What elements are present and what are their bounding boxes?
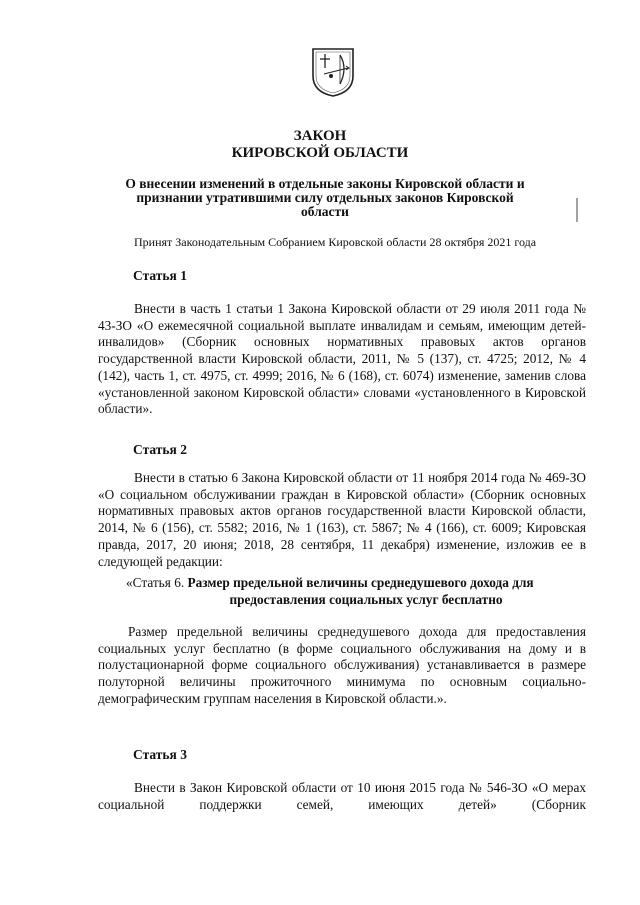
margin-mark-icon [574,196,580,226]
article-1-heading: Статья 1 [133,268,187,283]
article-1-text: Внести в часть 1 статьи 1 Закона Кировской области от 29 июля 2011 года № 43-ЗО «О ежемесячной социальной выплате инвалидам и семьям, имеющим детей-инвалидов» (Сборник основных нормативных правовых актов органов государственной власти Кировской области, 2011, № 5 (137), ст. 4725; 2012, № 4 (142), часть 1, ст. 4975, ст. 4999; 2016, № 6 (168), ст. 6074) изменение, заменив слова «установленной законом Кировской области» словами «установленного в Кировской области». [98,301,586,417]
law-title: ЗАКОН [293,128,347,144]
adoption-line: Принят Законодательным Собранием Кировской области 28 октября 2021 года [134,235,537,249]
statute-title-2: предоставления социальных услуг бесплатно [229,591,503,607]
article-3-text: Внести в Закон Кировской области от 10 июня 2015 года № 546-ЗО «О мерах социальной поддержки семей, имеющих детей» (Сборник [98,780,586,812]
statute-heading [126,575,586,608]
statute-text: Размер предельной величины среднедушевого дохода для предоставления социальных услуг бесплатно (в форме социального обслуживания на дому и в полустационарной форме социального обслуживания) устанавливается в размере полуторной величины прожиточного минимума по основным социально-демографическим группам населения в Кировской области.». [98,624,586,706]
kirov-coat-of-arms-icon [310,46,356,98]
law-subtitle: О внесении изменений в отдельные законы Кировской области и признании утратившими силу отдельных законов Кировской области [125,176,525,219]
article-2-text: Внести в статью 6 Закона Кировской области от 11 ноября 2014 года № 469-ЗО «О социальном обслуживании граждан в Кировской области» (Сборник основных нормативных правовых актов органов государственной власти Кировской области, 2014, № 6 (156), ст. 5582; 2016, № 1 (163), ст. 5867; № 4 (166), ст. 6009; Кировская правда, 2017, 20 июня; 2018, 28 сентября, 11 декабря) изменение, изложив ее в следующей редакции: [98,470,586,569]
statute-prefix: «Статья 6. [126,575,185,590]
statute-title-1: Размер предельной величины среднедушевого дохода для [187,575,534,590]
article-3-heading: Статья 3 [133,747,187,762]
region-title: КИРОВСКОЙ ОБЛАСТИ [231,145,409,161]
article-2-heading: Статья 2 [133,442,187,457]
